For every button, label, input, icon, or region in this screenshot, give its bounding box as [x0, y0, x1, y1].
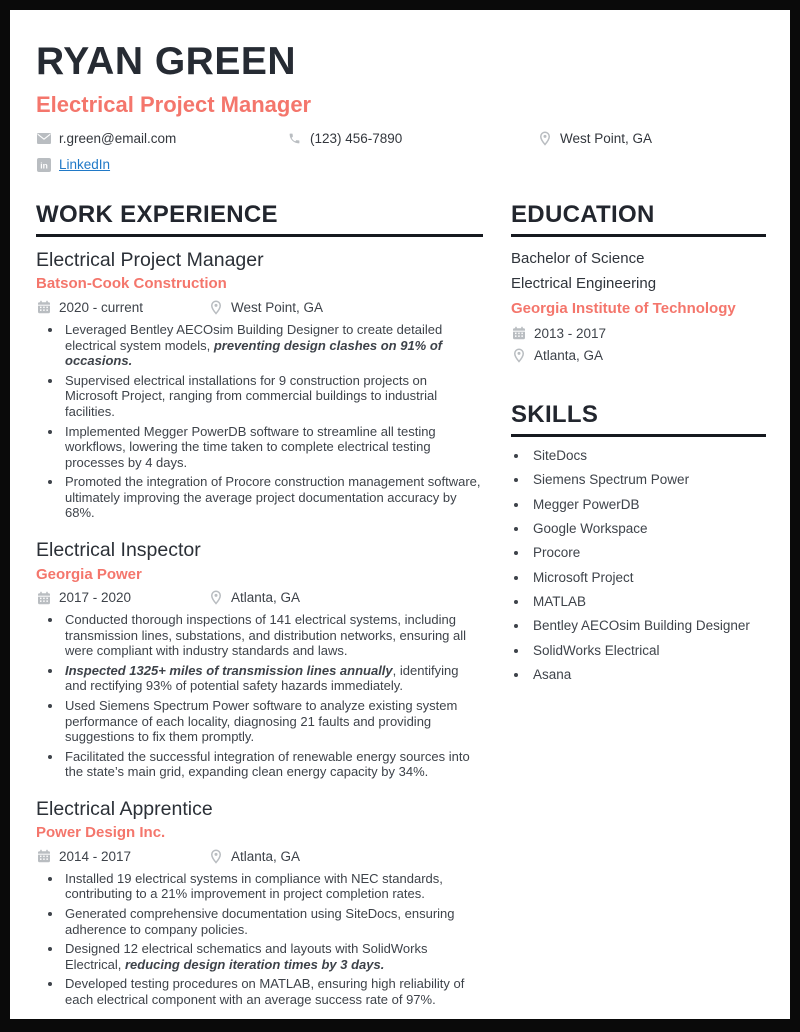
- job-location-text: Atlanta, GA: [231, 848, 301, 864]
- job-entry: [36, 799, 483, 1008]
- calendar-icon: [511, 326, 526, 340]
- bullet-item: • Supervised electrical installations for 9 construction projects on Microsoft Project, ranging from commercial buildings to industrial facilities.: [63, 373, 483, 420]
- job-company: Power Design Inc.: [36, 824, 166, 842]
- education-section: [511, 203, 766, 363]
- location-pin-icon: [208, 300, 223, 315]
- job-dates: [36, 300, 208, 315]
- skill-item: • Microsoft Project: [529, 569, 766, 588]
- job-entry: [36, 250, 483, 521]
- skill-item: • Procore: [529, 544, 766, 563]
- contact-email: [36, 131, 287, 146]
- calendar-icon: [36, 300, 51, 314]
- skill-item: • Asana: [529, 666, 766, 685]
- bullet-item: • Leveraged Bentley AECOsim Building Designer to create detailed electrical system models, preventing design clashes on 91% of occasions.: [63, 322, 483, 369]
- education-field: Electrical Engineering: [511, 275, 657, 293]
- bullet-item: • Used Siemens Spectrum Power software to analyze existing system performance of each locality, diagnosing 21 faults and providing suggestions to fix them promptly.: [63, 698, 483, 745]
- envelope-icon: [36, 133, 51, 144]
- job-dates-text: 2020 - current: [59, 299, 144, 315]
- svg-text:in: in: [39, 160, 48, 171]
- job-meta: [36, 849, 483, 864]
- job-title: Electrical Inspector: [36, 539, 201, 562]
- job-bullets: [36, 612, 483, 780]
- email-text: r.green@email.com: [59, 131, 177, 146]
- phone-handset-icon: [287, 132, 302, 145]
- phone-text: (123) 456-7890: [310, 131, 403, 146]
- contact-row: [36, 131, 766, 146]
- location-text: West Point, GA: [560, 131, 653, 146]
- location-pin-icon: [537, 131, 552, 146]
- bullet-item: • Inspected 1325+ miles of transmission lines annually, identifying and rectifying 93% of potential safety hazards immediately.: [63, 663, 483, 694]
- linkedin-icon: [36, 158, 51, 172]
- skill-item: • SiteDocs: [529, 447, 766, 466]
- work-experience-column: [36, 203, 483, 1008]
- resume-page: [10, 10, 790, 1019]
- location-pin-icon: [511, 348, 526, 363]
- education-location-text: Atlanta, GA: [534, 347, 604, 363]
- job-meta: [36, 590, 483, 605]
- skills-list: [511, 447, 766, 685]
- job-location-text: West Point, GA: [231, 299, 324, 315]
- person-name: RYAN GREEN: [36, 40, 297, 83]
- resume-body: [36, 203, 766, 1008]
- job-dates-text: 2014 - 2017: [59, 848, 132, 864]
- bullet-item: • Implemented Megger PowerDB software to streamline all testing workflows, lowering the time taken to complete electrical testing processes by 4 days.: [63, 424, 483, 471]
- job-title: Electrical Project Manager: [36, 249, 264, 271]
- job-dates: [36, 590, 208, 605]
- skill-item: • Bentley AECOsim Building Designer: [529, 617, 766, 636]
- work-experience-section: [36, 203, 483, 1008]
- person-job-title: Electrical Project Manager: [36, 92, 312, 117]
- linkedin-link[interactable]: LinkedIn: [59, 157, 111, 172]
- location-pin-icon: [208, 590, 223, 605]
- job-location: [208, 849, 300, 864]
- bullet-item: • Facilitated the successful integration of renewable energy sources into the state’s main grid, expanding clean energy capacity by 34%.: [63, 749, 483, 780]
- education-dates: [511, 326, 766, 341]
- job-location: [208, 300, 323, 315]
- bullet-item: • Designed 12 electrical schematics and layouts with SolidWorks Electrical, reducing design iteration times by 3 days.: [63, 941, 483, 972]
- bullet-item: • Developed testing procedures on MATLAB, ensuring high reliability of each electrical component with an average success rate of 97%.: [63, 976, 483, 1007]
- bullet-item: • Promoted the integration of Procore construction management software, ultimately improving the average project documentation accuracy by 68%.: [63, 474, 483, 521]
- skill-item: • Siemens Spectrum Power: [529, 471, 766, 490]
- calendar-icon: [36, 849, 51, 863]
- resume-header: [36, 42, 766, 172]
- sidebar-column: [511, 203, 766, 1008]
- jobs-list: [36, 250, 483, 1008]
- job-location: [208, 590, 300, 605]
- contact-row-linkedin: [36, 157, 766, 172]
- contact-location: [537, 131, 766, 146]
- skills-section: [511, 400, 766, 685]
- education-dates-text: 2013 - 2017: [534, 325, 607, 341]
- job-location-text: Atlanta, GA: [231, 590, 301, 605]
- skill-item: • Megger PowerDB: [529, 496, 766, 515]
- job-meta: [36, 300, 483, 315]
- bullet-item: • Conducted thorough inspections of 141 electrical systems, including transmission lines, substations, and distribution networks, ensuring all were compliant with industry standards and laws.: [63, 612, 483, 659]
- bullet-item: • Installed 19 electrical systems in compliance with NEC standards, contributing to a 21% improvement in project completion rates.: [63, 871, 483, 902]
- skills-heading: SKILLS: [511, 403, 766, 437]
- job-dates: [36, 849, 208, 864]
- contact-linkedin: [36, 157, 110, 172]
- contact-phone: [287, 131, 537, 146]
- job-company: Batson-Cook Construction: [36, 275, 227, 293]
- job-bullets: [36, 871, 483, 1008]
- job-dates-text: 2017 - 2020: [59, 590, 132, 605]
- job-company: Georgia Power: [36, 565, 142, 583]
- job-entry: [36, 540, 483, 780]
- work-experience-heading: WORK EXPERIENCE: [36, 203, 483, 237]
- calendar-icon: [36, 591, 51, 605]
- job-title: Electrical Apprentice: [36, 797, 213, 820]
- skill-item: • MATLAB: [529, 593, 766, 612]
- job-bullets: [36, 322, 483, 521]
- education-degree: Bachelor of Science: [511, 250, 645, 267]
- location-pin-icon: [208, 849, 223, 864]
- education-heading: EDUCATION: [511, 203, 766, 237]
- skill-item: • Google Workspace: [529, 520, 766, 539]
- education-school: Georgia Institute of Technology: [511, 299, 736, 317]
- education-location: [511, 348, 766, 363]
- bullet-item: • Generated comprehensive documentation using SiteDocs, ensuring adherence to company policies.: [63, 906, 483, 937]
- skill-item: • SolidWorks Electrical: [529, 642, 766, 661]
